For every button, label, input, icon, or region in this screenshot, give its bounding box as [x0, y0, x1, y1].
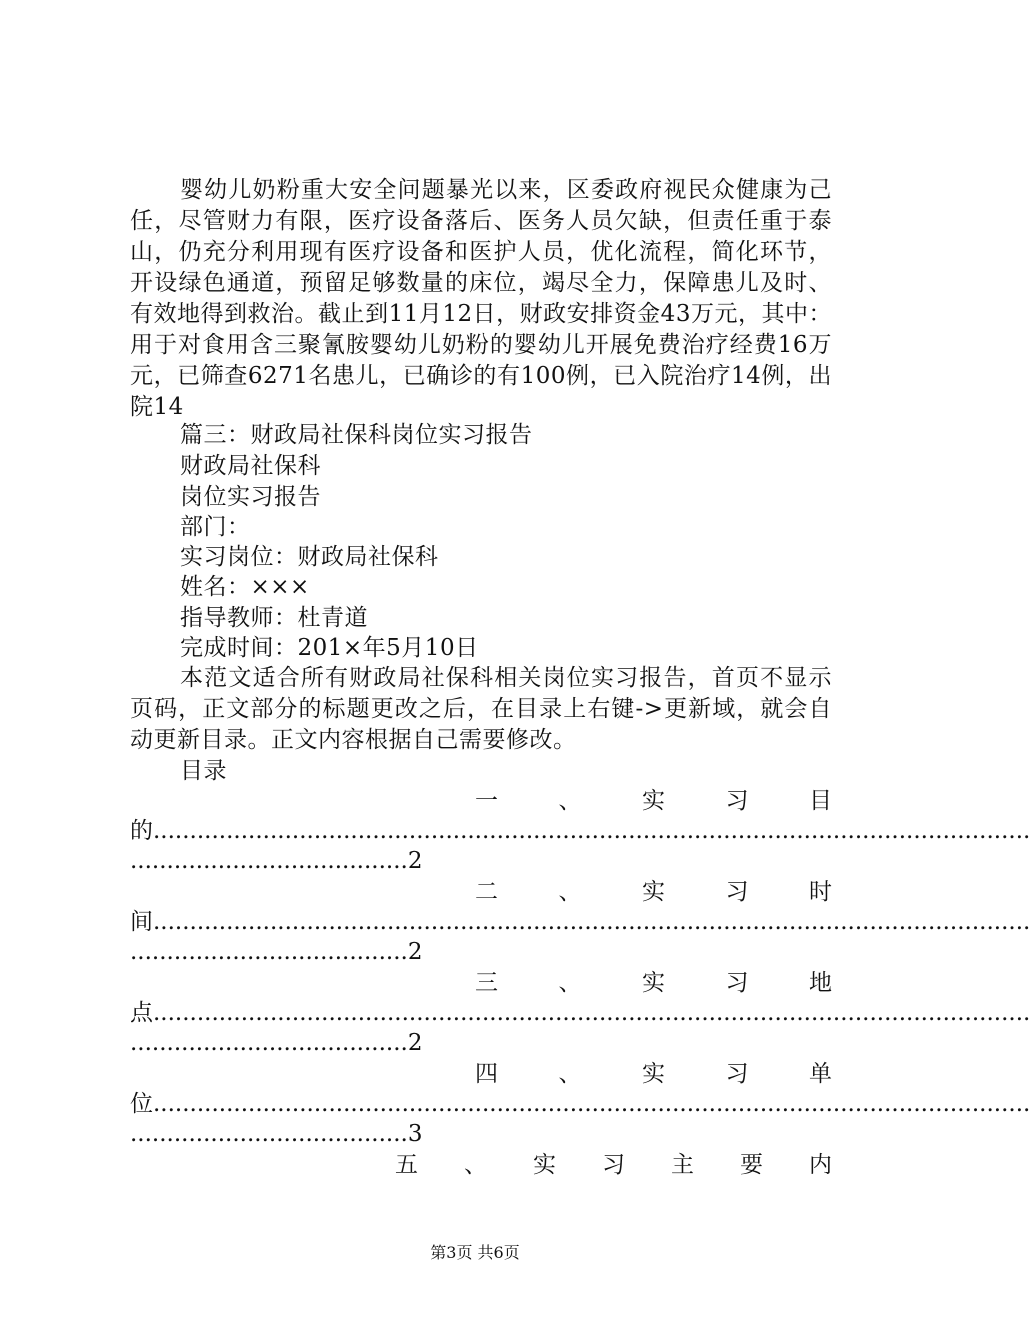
toc-heading-char: 实 — [642, 970, 665, 996]
toc-heading-char: 习 — [725, 970, 749, 996]
toc-heading-char: 目 — [809, 788, 832, 814]
page-footer: 第3页 共6页 — [430, 1243, 520, 1262]
toc-heading-char: 习 — [602, 1152, 625, 1178]
department-label: 部门： — [180, 514, 251, 540]
toc-heading-tail: 位 — [130, 1091, 153, 1117]
toc-item-leader — [130, 816, 1030, 847]
toc-heading-char: 实 — [533, 1152, 556, 1178]
toc-page-number: 2 — [407, 939, 423, 965]
toc-item-heading[interactable] — [395, 1150, 832, 1181]
toc-item-page-row — [130, 1028, 422, 1059]
toc-dot-leader: ........................................................................................................................ — [153, 1091, 1030, 1117]
department-name: 财政局社保科 — [180, 453, 321, 479]
toc-item-heading[interactable] — [475, 968, 832, 999]
toc-dot-leader: ...................................... — [130, 1030, 408, 1056]
toc-heading-char: 习 — [725, 788, 749, 814]
toc-dot-leader: ...................................... — [130, 848, 408, 874]
toc-heading-char: 、 — [464, 1152, 487, 1178]
toc-heading-char: 地 — [809, 970, 832, 996]
toc-label: 目录 — [180, 758, 227, 784]
toc-heading-char: 四 — [475, 1061, 498, 1087]
report-title: 岗位实习报告 — [180, 484, 321, 510]
toc-item-heading[interactable] — [475, 786, 832, 817]
toc-heading-char: 三 — [475, 970, 498, 996]
toc-heading-char: 五 — [395, 1152, 418, 1178]
toc-item-heading[interactable] — [475, 1059, 832, 1090]
toc-heading-char: 内 — [809, 1152, 832, 1178]
advisor-line: 指导教师：杜青道 — [180, 605, 368, 631]
toc-heading-char: 实 — [642, 1061, 665, 1087]
toc-heading-char: 、 — [558, 1061, 582, 1087]
toc-item-page-row — [130, 1119, 422, 1150]
toc-heading-char: 要 — [740, 1152, 763, 1178]
toc-item-page-row — [130, 846, 422, 877]
toc-heading-char: 习 — [725, 1061, 749, 1087]
toc-dot-leader: ...................................... — [130, 1121, 408, 1147]
completion-line: 完成时间：201×年5月10日 — [180, 635, 479, 661]
toc-heading-char: 、 — [558, 788, 582, 814]
toc-heading-char: 、 — [558, 970, 582, 996]
toc-item-leader — [130, 1089, 1030, 1120]
position-line: 实习岗位：财政局社保科 — [180, 544, 439, 570]
toc-dot-leader: ...................................... — [130, 939, 408, 965]
intro-paragraph: 婴幼儿奶粉重大安全问题暴光以来，区委政府视民众健康为己任，尽管财力有限，医疗设备落后、医务人员欠缺，但责任重于泰山，仍充分利用现有医疗设备和医护人员，优化流程，简化环节，开设绿色通道，预留足够数量的床位，竭尽全力，保障患儿及时、有效地得到救治。截止到11月12日，财政安排资金43万元，其中：用于对食用含三聚氰胺婴幼儿奶粉的婴幼儿开展免费治疗经费16万元，已筛查6271名患儿，已确诊的有100例，已入院治疗14例，出院14 — [130, 177, 832, 420]
toc-dot-leader: ........................................................................................................................ — [153, 1000, 1030, 1026]
toc-heading-char: 习 — [725, 879, 749, 905]
toc-heading-tail: 的 — [130, 818, 153, 844]
toc-dot-leader: ........................................................................................................................ — [153, 909, 1030, 935]
toc-dot-leader: ........................................................................................................................ — [153, 818, 1030, 844]
toc-heading-char: 时 — [809, 879, 832, 905]
toc-item-leader — [130, 998, 1030, 1029]
toc-heading-tail: 点 — [130, 1000, 153, 1026]
toc-heading-char: 主 — [671, 1152, 694, 1178]
toc-page-number: 3 — [407, 1121, 423, 1147]
toc-item-leader — [130, 907, 1030, 938]
note-paragraph: 本范文适合所有财政局社保科相关岗位实习报告，首页不显示页码，正文部分的标题更改之后，在目录上右键->更新域，就会自动更新目录。正文内容根据自己需要修改。 — [130, 665, 832, 753]
section-title: 篇三：财政局社保科岗位实习报告 — [180, 422, 533, 448]
toc-heading-tail: 间 — [130, 909, 153, 935]
toc-heading-char: 一 — [475, 788, 498, 814]
toc-heading-char: 实 — [642, 788, 665, 814]
toc-heading-char: 二 — [475, 879, 498, 905]
toc-heading-char: 单 — [809, 1061, 832, 1087]
toc-item-page-row — [130, 937, 422, 968]
name-line: 姓名：××× — [180, 574, 310, 600]
toc-heading-char: 、 — [558, 879, 582, 905]
toc-page-number: 2 — [407, 848, 423, 874]
toc-heading-char: 实 — [642, 879, 665, 905]
toc-item-heading[interactable] — [475, 877, 832, 908]
toc-page-number: 2 — [407, 1030, 423, 1056]
